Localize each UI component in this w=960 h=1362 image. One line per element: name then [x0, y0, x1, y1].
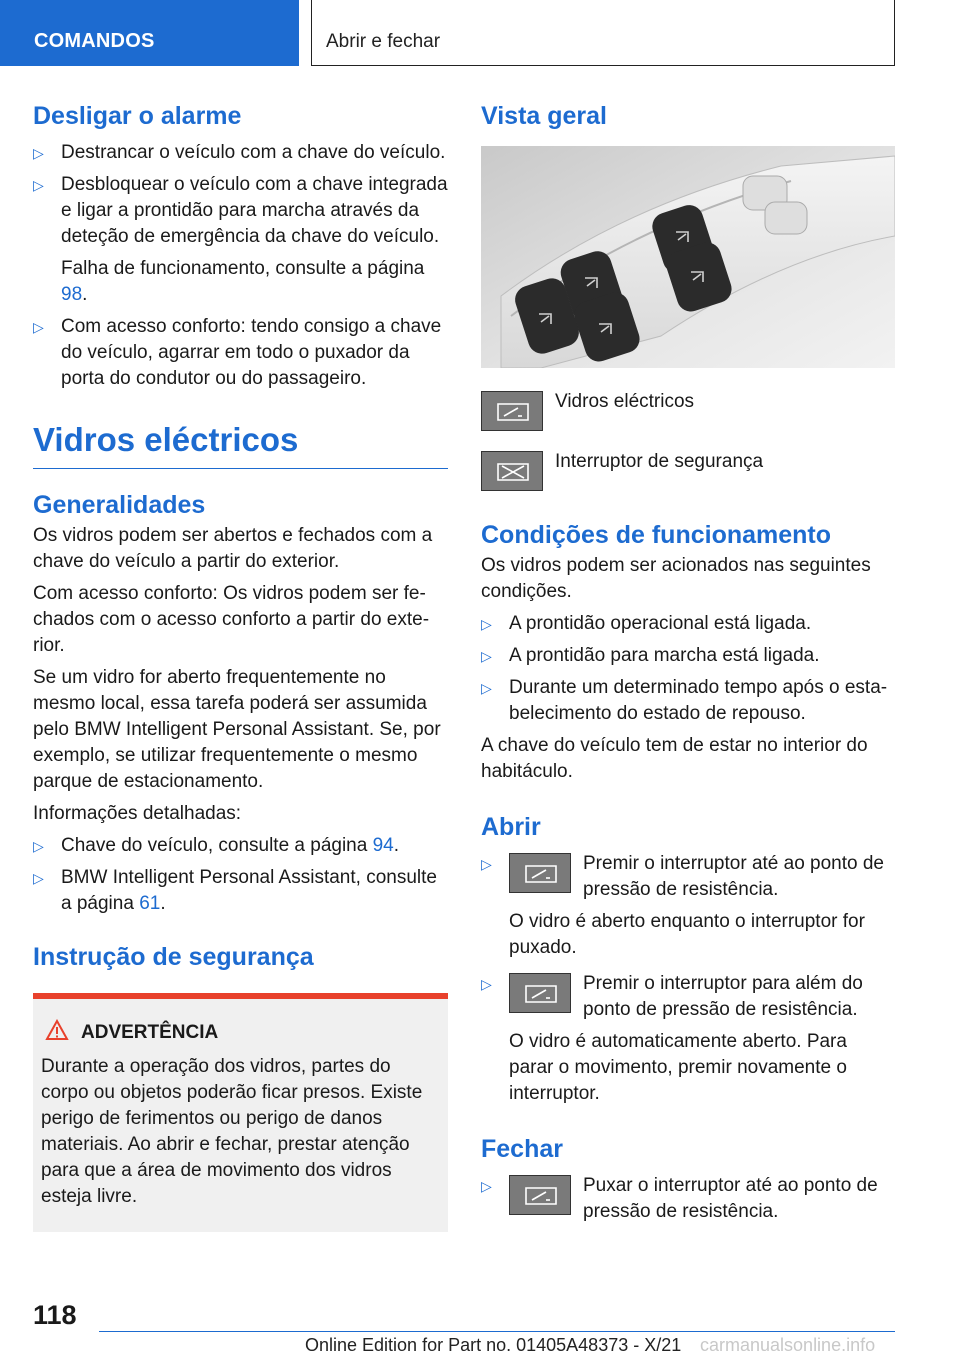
warning-header: [45, 1019, 440, 1046]
window-switch-icon: [509, 1175, 571, 1215]
triangle-bullet-icon: ▷: [481, 856, 492, 872]
alarm-heading: Desligar o alarme: [33, 102, 242, 130]
close-heading: Fechar: [481, 1135, 563, 1163]
chapter-header: [311, 0, 895, 66]
safety-switch-icon: [481, 451, 543, 491]
right-column: [481, 100, 895, 1231]
triangle-bullet-icon: ▷: [33, 177, 44, 193]
malfunction-note: Falha de funcionamento, consulte a página 98.: [61, 258, 425, 305]
section-tab: [0, 0, 299, 66]
step: Premir o interruptor para além do ponto de pressão de resistência.: [509, 971, 895, 1023]
triangle-bullet-icon: ▷: [33, 145, 44, 161]
step: Puxar o interruptor até ao ponto de pressão de resistência.: [509, 1173, 895, 1225]
conditions-note: A chave do veículo tem de estar no interior do habitáculo.: [481, 735, 868, 782]
legend-item: [481, 451, 895, 491]
triangle-bullet-icon: ▷: [481, 616, 492, 632]
page-link[interactable]: 94: [372, 835, 394, 856]
general-paragraph: Informações detalhadas:: [33, 803, 242, 824]
triangle-bullet-icon: ▷: [33, 319, 44, 335]
legend-item: [481, 391, 895, 431]
legend-label: Interruptor de segurança: [555, 451, 764, 472]
watermark: carmanualsonline.info: [700, 1335, 876, 1355]
triangle-bullet-icon: ▷: [481, 648, 492, 664]
reference-list: [33, 833, 448, 917]
general-paragraph: Com acesso conforto: Os vidros podem ser fechados com o acesso conforto a partir do exterior.: [33, 583, 430, 656]
window-switch-icon: [509, 973, 571, 1013]
conditions-intro: Os vidros podem ser acionados nas seguintes condições.: [481, 555, 871, 602]
list-item: ▷ A prontidão operacional está ligada.: [481, 611, 895, 637]
list-item: ▷ Durante um determinado tempo após o estabelecimento do estado de repouso.: [481, 677, 888, 724]
page-link[interactable]: 98: [61, 284, 83, 305]
page-number: 118: [33, 1300, 77, 1330]
left-column: [33, 100, 448, 1232]
list-item: [481, 971, 895, 1107]
conditions-heading: Condições de funcionamento: [481, 521, 832, 549]
step-result: O vidro é automaticamente aberto. Para parar o movimento, premir novamente o interruptor.: [509, 1031, 847, 1104]
page-link[interactable]: 61: [139, 893, 161, 914]
legend-label: Vidros eléctricos: [555, 391, 695, 412]
list-item: [481, 851, 895, 961]
general-heading: Generalidades: [33, 491, 206, 519]
triangle-bullet-icon: ▷: [481, 1178, 492, 1194]
conditions-list: [481, 611, 895, 727]
list-item: ▷ Desbloquear o veículo com a chave integrada e ligar a prontidão para marcha através da deteção de emergência da chave do veículo. Falha de funcionamento, consulte a página 98.: [33, 172, 448, 308]
triangle-bullet-icon: ▷: [481, 680, 492, 696]
list-item: ▷ Chave do veículo, consulte a página 94.: [33, 833, 448, 859]
list-item: ▷ BMW Intelligent Personal Assistant, consulte a página 61.: [33, 867, 437, 914]
triangle-bullet-icon: ▷: [33, 870, 44, 886]
list-item: ▷ A prontidão para marcha está ligada.: [481, 643, 895, 669]
chapter-title: Abrir e fechar: [326, 31, 441, 52]
open-steps: [481, 851, 895, 1107]
step: Premir o interruptor até ao ponto de pressão de resistência.: [509, 851, 895, 903]
safety-heading: Instrução de segurança: [33, 943, 314, 971]
window-switch-icon: [509, 853, 571, 893]
list-item: ▷ Com acesso conforto: tendo consigo a chave do veículo, agarrar em todo o puxador da porta do condutor ou do passageiro.: [33, 316, 442, 389]
warning-triangle-icon: [45, 1019, 69, 1046]
warning-title: ADVERTÊNCIA: [81, 1021, 219, 1043]
list-item: [481, 1173, 895, 1225]
alarm-list: [33, 140, 448, 392]
window-switch-icon: [481, 391, 543, 431]
general-paragraph: Os vidros podem ser abertos e fechados com a chave do veículo a partir do exterior.: [33, 525, 433, 572]
close-steps: [481, 1173, 895, 1225]
heading-rule: [33, 468, 448, 469]
windows-heading: Vidros eléctricos: [33, 421, 299, 458]
window-switch-photo: [481, 146, 895, 368]
overview-heading: Vista geral: [481, 102, 608, 130]
footer-rule: [99, 1331, 895, 1332]
triangle-bullet-icon: ▷: [33, 838, 44, 854]
step-result: O vidro é aberto enquanto o interruptor for puxado.: [509, 911, 865, 958]
general-paragraph: Se um vidro for aberto frequentemente no mesmo local, essa tarefa poderá ser assumida pelo BMW Intelligent Personal Assistant. Se, por exemplo, se utilizar frequentemente o mesmo parque de estacionamento.: [33, 667, 441, 792]
list-item: ▷ Destrancar o veículo com a chave do veículo.: [33, 140, 448, 166]
warning-box: [33, 993, 448, 1232]
section-title: COMANDOS: [34, 30, 155, 52]
edition-text: Online Edition for Part no. 01405A48373 - X/21: [305, 1335, 682, 1355]
triangle-bullet-icon: ▷: [481, 976, 492, 992]
warning-text: Durante a operação dos vidros, partes do corpo ou objetos poderão ficar presos. Existe perigo de ferimentos ou perigo de danos materiais. Ao abrir e fechar, prestar atenção para que a área de movimento dos vidros esteja livre.: [41, 1056, 423, 1207]
open-heading: Abrir: [481, 813, 541, 841]
